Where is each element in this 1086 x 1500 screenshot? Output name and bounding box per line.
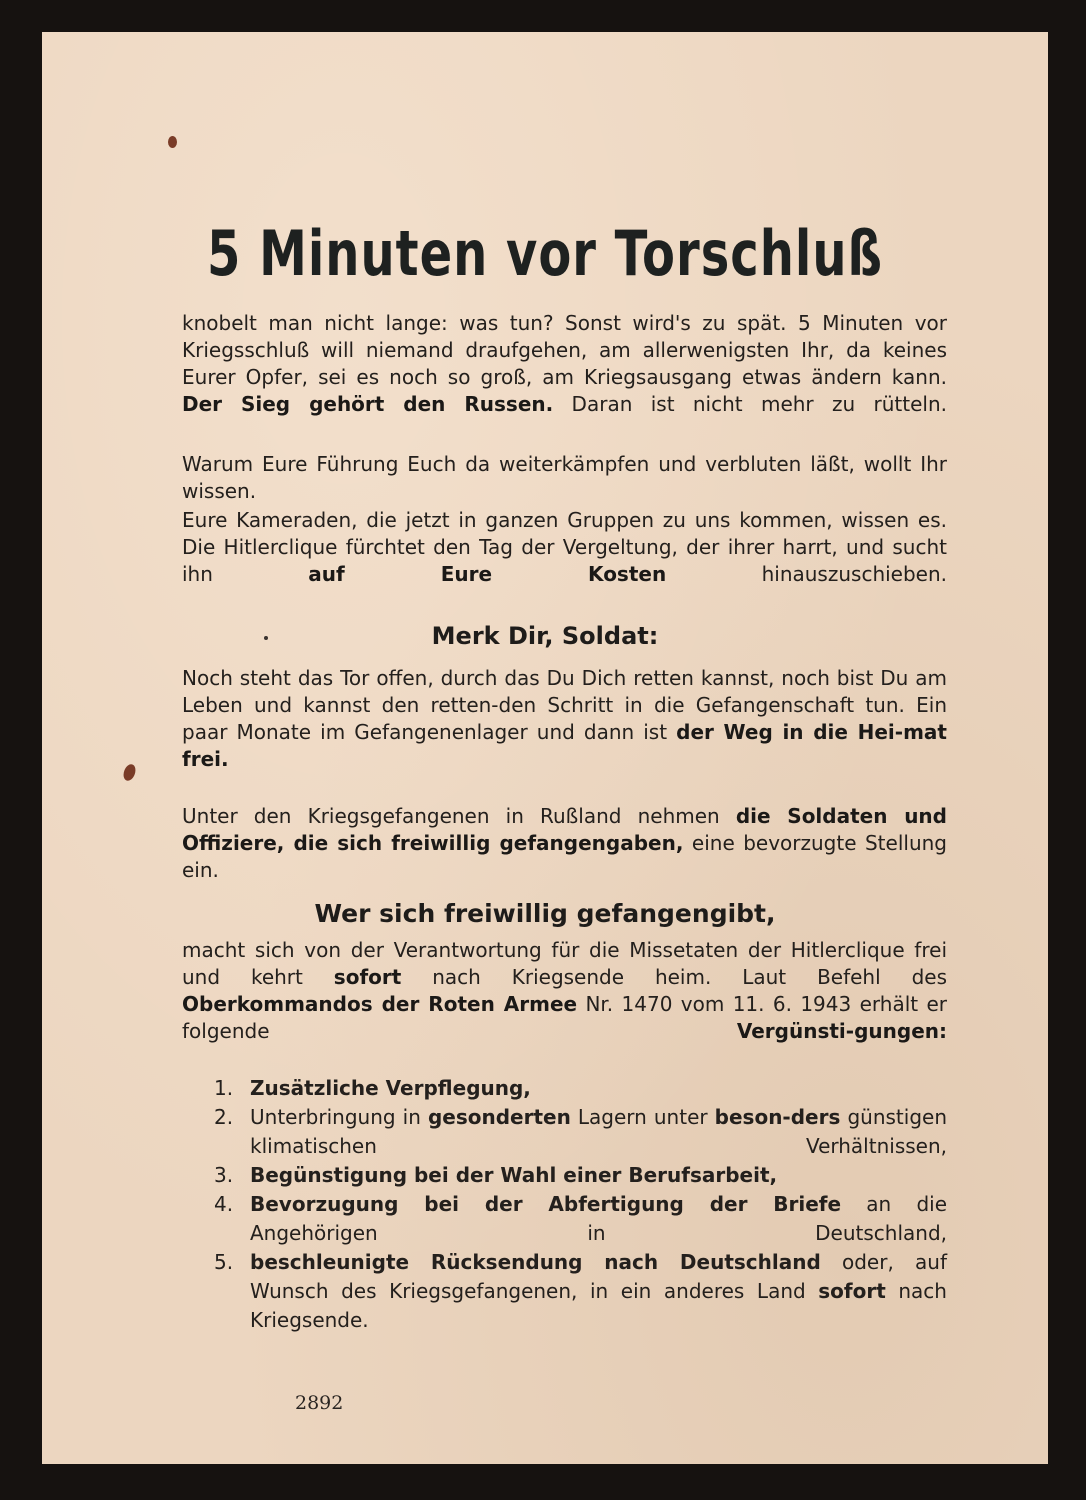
ink-spot xyxy=(121,763,137,783)
list-item xyxy=(214,1074,947,1103)
leaflet-title: 5 Minuten vor Torschluß xyxy=(206,218,884,291)
paragraph-bold: Vergünsti-gungen: xyxy=(736,1019,947,1043)
list-bold: beson-ders xyxy=(714,1105,841,1129)
list-bold: Begünstigung bei der Wahl einer Berufsarbeit, xyxy=(250,1163,778,1187)
list-text xyxy=(250,1161,947,1190)
list-plain: oder, auf Wunsch des Kriegsgefangenen, in ein anderes Land xyxy=(250,1250,947,1303)
paragraph-3 xyxy=(182,507,947,588)
paragraph-text: Warum Eure Führung Euch da weiterkämpfen und verbluten läßt, wollt Ihr wissen. xyxy=(182,452,947,503)
paragraph-text: eine bevorzugte Stellung ein. xyxy=(182,831,947,882)
benefits-list xyxy=(214,1074,947,1335)
list-text xyxy=(250,1074,947,1103)
paragraph-text: Noch steht das Tor offen, durch das Du Dich retten kannst, noch bist Du am Leben und kannst den retten-den Schritt in die Gefangenschaft tun. Ein paar Monate im Gefangenenlager und dann ist xyxy=(182,666,947,744)
paragraph-text: Unter den Kriegsgefangenen in Rußland nehmen xyxy=(182,804,736,828)
list-bold: Zusätzliche Verpflegung, xyxy=(250,1076,531,1100)
ink-spot xyxy=(168,136,177,148)
list-number: 5. xyxy=(214,1250,234,1274)
list-plain: an die Angehörigen in Deutschland, xyxy=(250,1192,948,1245)
paragraph-bold: Oberkommandos der Roten Armee xyxy=(182,992,578,1016)
paragraph-text: macht sich von der Verantwortung für die Missetaten der Hitlerclique frei und kehrt xyxy=(182,938,947,989)
list-text xyxy=(250,1103,947,1161)
list-bold: sofort xyxy=(818,1279,886,1303)
paragraph-text: knobelt man nicht lange: was tun? Sonst wird's zu spät. 5 Minuten vor Kriegsschluß will niemand draufgehen, am allerwenigsten Ihr, da keines Eurer Opfer, sei es noch so groß, am Kriegsausgang etwas ändern kann. xyxy=(182,311,947,389)
paragraph-text: Eure Kameraden, die jetzt in ganzen Gruppen zu uns kommen, wissen es. Die Hitlerclique fürchtet den Tag der Vergeltung, der ihrer harrt, und sucht ihn xyxy=(182,508,947,586)
list-number: 3. xyxy=(214,1163,234,1187)
paragraph-4 xyxy=(182,665,947,773)
list-item xyxy=(214,1161,947,1190)
list-item xyxy=(214,1248,947,1335)
heading-merk-dir-soldat: Merk Dir, Soldat: xyxy=(431,622,659,650)
paragraph-1 xyxy=(182,310,947,418)
paragraph-bold: die Soldaten und Offiziere, die sich freiwillig gefangengaben, xyxy=(182,804,947,855)
list-plain: günstigen klimatischen Verhältnissen, xyxy=(250,1105,947,1158)
list-text xyxy=(250,1190,947,1248)
list-plain: Lagern unter xyxy=(570,1105,715,1129)
paragraph-text: nach Kriegsende heim. Laut Befehl des xyxy=(401,965,947,989)
paragraph-2 xyxy=(182,451,947,505)
leaflet-paper xyxy=(42,32,1048,1464)
paragraph-text: Nr. 1470 vom 11. 6. 1943 erhält er folgende xyxy=(182,992,947,1043)
list-number: 1. xyxy=(214,1076,234,1100)
paragraph-6 xyxy=(182,937,947,1045)
paragraph-5 xyxy=(182,803,947,884)
list-plain: nach Kriegsende. xyxy=(250,1279,947,1332)
paragraph-bold: auf Eure Kosten xyxy=(308,562,667,586)
paragraph-bold: sofort xyxy=(333,965,402,989)
list-bold: Bevorzugung bei der Abfertigung der Briefe xyxy=(250,1192,842,1216)
list-item xyxy=(214,1190,947,1248)
paragraph-bold: der Weg in die Hei-mat frei. xyxy=(182,720,947,771)
print-number: 2892 xyxy=(295,1392,344,1414)
list-number: 2. xyxy=(214,1105,234,1129)
list-plain: Unterbringung in xyxy=(250,1105,428,1129)
heading-wer-sich-freiwillig: Wer sich freiwillig gefangengibt, xyxy=(314,899,776,928)
list-item xyxy=(214,1103,947,1161)
paragraph-text: hinauszuschieben. xyxy=(666,562,948,586)
list-bold: gesonderten xyxy=(427,1105,571,1129)
list-bold: beschleunigte Rücksendung nach Deutschland xyxy=(250,1250,821,1274)
list-text xyxy=(250,1248,947,1335)
paragraph-text: Daran ist nicht mehr zu rütteln. xyxy=(553,392,947,416)
paragraph-bold: Der Sieg gehört den Russen. xyxy=(182,392,554,416)
list-number: 4. xyxy=(214,1192,234,1216)
